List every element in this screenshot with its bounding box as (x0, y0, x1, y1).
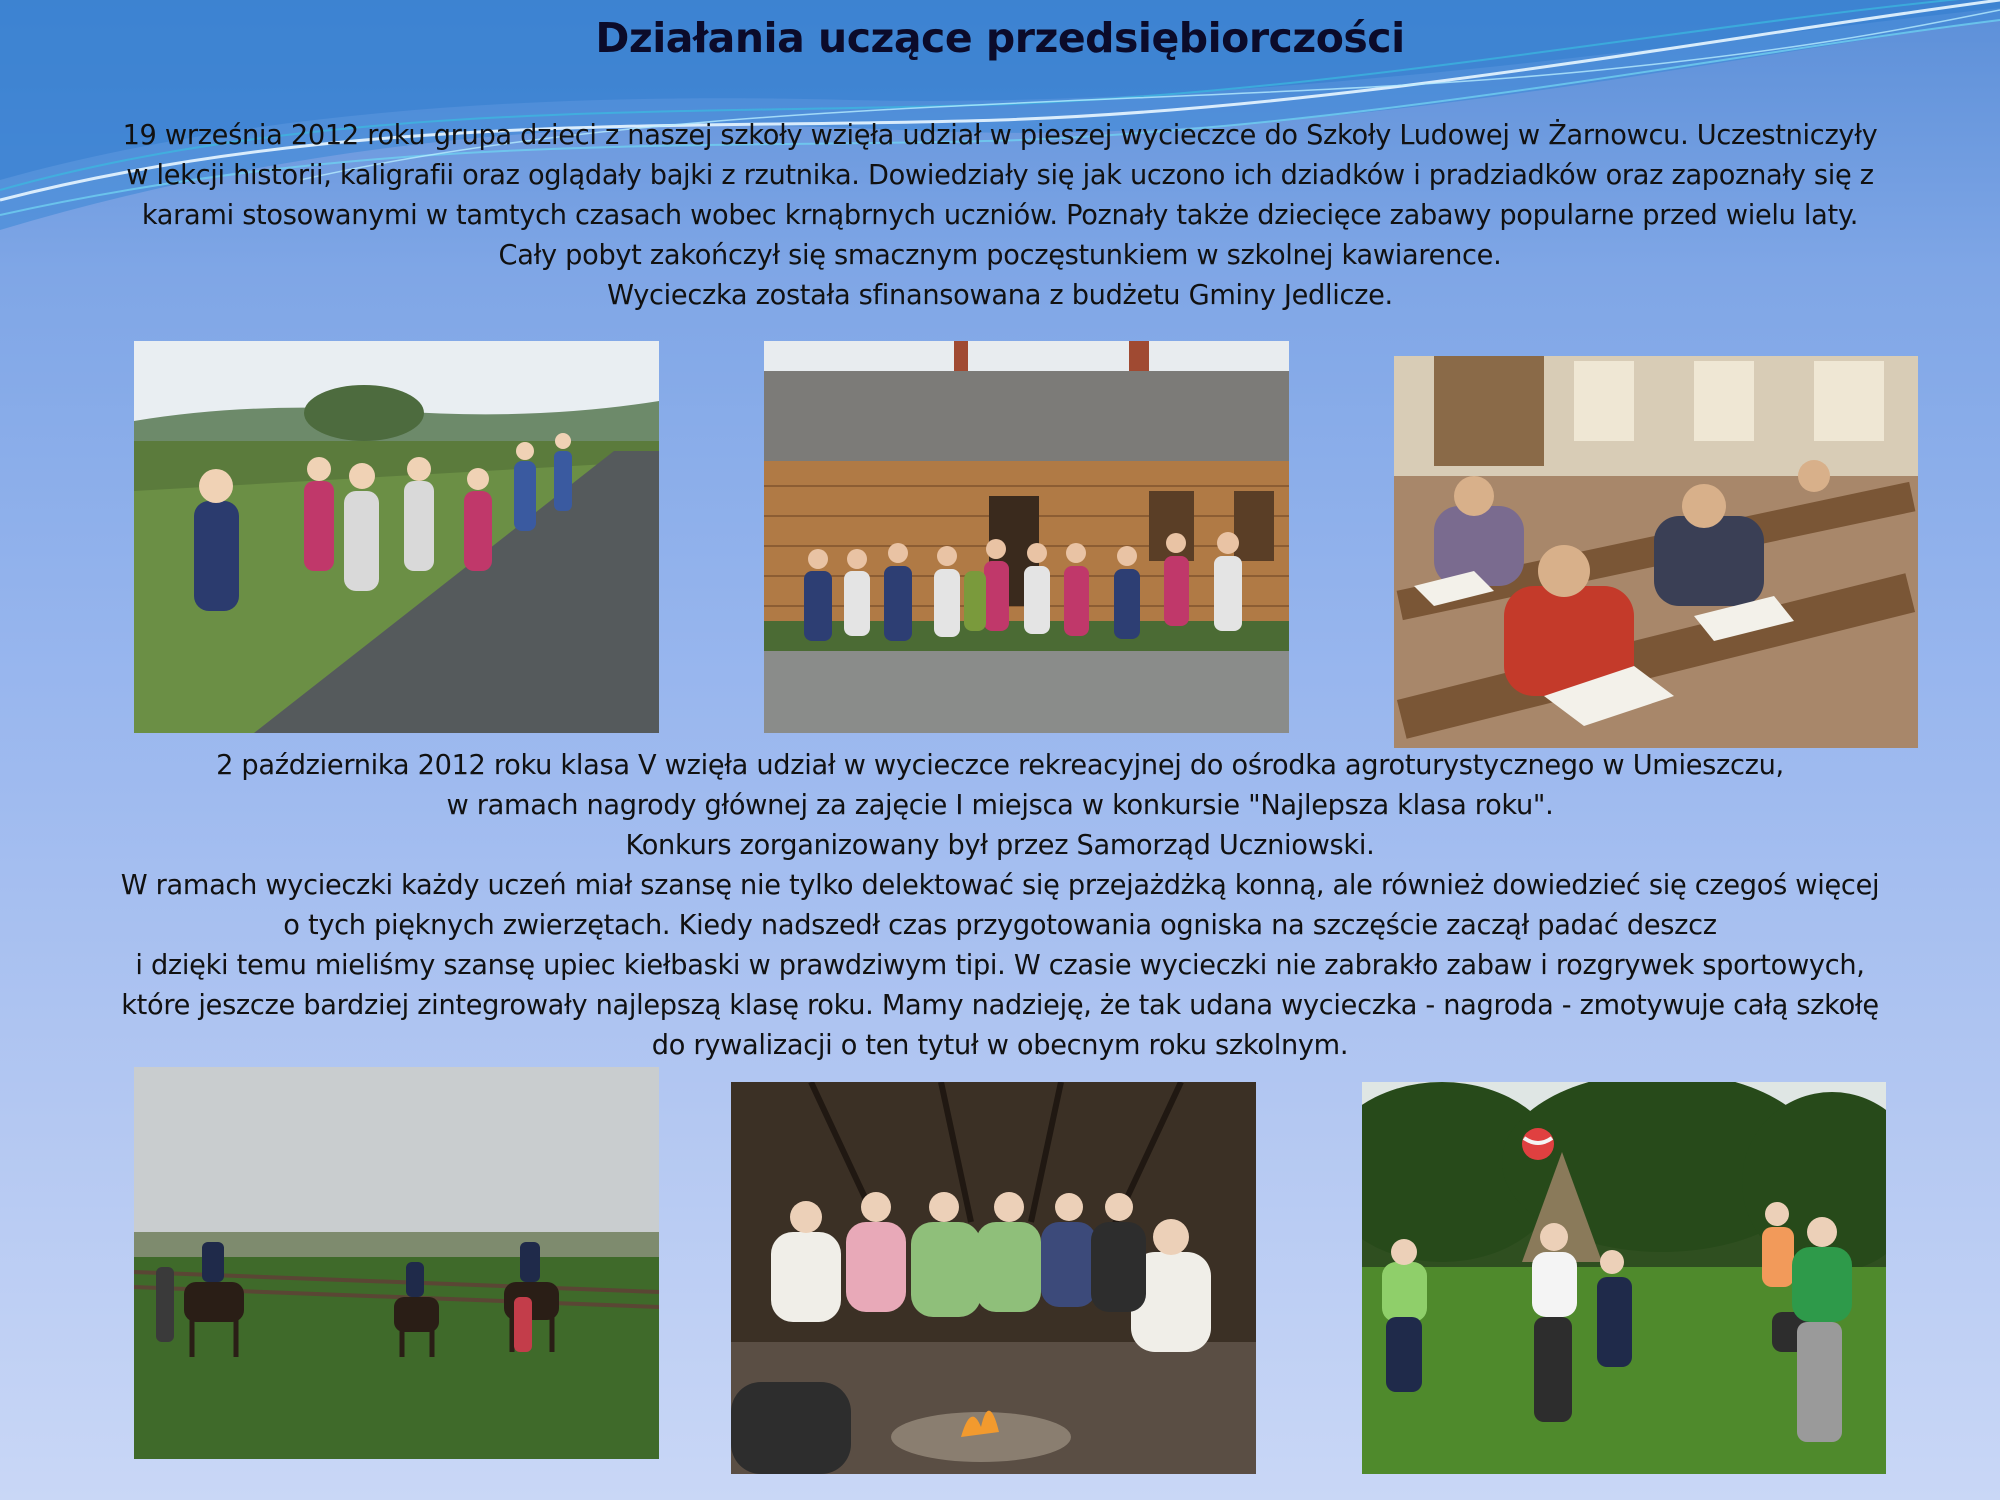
photo-volleyball-game (1362, 1082, 1886, 1474)
paragraph-line: do rywalizacji o ten tytuł w obecnym roku szkolnym. (651, 1030, 1349, 1061)
paragraph-second-trip (70, 746, 1930, 1066)
photo-horse-riding (134, 1067, 659, 1459)
paragraph-line: karami stosowanymi w tamtych czasach wobec krnąbrnych uczniów. Poznały także dziecięce zabawy popularne przed wielu laty. (141, 200, 1859, 231)
paragraph-first-trip (70, 116, 1930, 316)
paragraph-line: w ramach nagrody głównej za zajęcie I miejsca w konkursie "Najlepsza klasa roku". (446, 790, 1554, 821)
paragraph-line: o tych pięknych zwierzętach. Kiedy nadszedł czas przygotowania ogniska na szczęście zaczął padać deszcz (283, 910, 1717, 941)
paragraph-line: Cały pobyt zakończył się smacznym poczęstunkiem w szkolnej kawiarence. (498, 240, 1502, 271)
paragraph-line: Konkurs zorganizowany był przez Samorząd Uczniowski. (625, 830, 1375, 861)
photo-hike-road (134, 341, 659, 733)
paragraph-line: Wycieczka została sfinansowana z budżetu Gminy Jedlicze. (607, 280, 1393, 311)
page-title: Działania uczące przedsiębiorczości (595, 14, 1405, 62)
photo-wooden-school (764, 341, 1289, 733)
paragraph-line: które jeszcze bardziej zintegrowały najlepszą klasę roku. Mamy nadzieję, że tak udana wycieczka - nagroda - zmotywuje całą szkołę (121, 990, 1879, 1021)
photo-classroom-writing (1394, 356, 1918, 748)
paragraph-line: 19 września 2012 roku grupa dzieci z naszej szkoły wzięła udział w pieszej wycieczce do Szkoły Ludowej w Żarnowcu. Uczestniczyły (122, 120, 1878, 151)
paragraph-line: i dzięki temu mieliśmy szansę upiec kiełbaski w prawdziwym tipi. W czasie wycieczki nie zabrakło zabaw i rozgrywek sportowych, (135, 950, 1865, 981)
paragraph-line: W ramach wycieczki każdy uczeń miał szansę nie tylko delektować się przejażdżką konną, ale również dowiedzieć się czegoś więcej (120, 870, 1880, 901)
paragraph-line: w lekcji historii, kaligrafii oraz oglądały bajki z rzutnika. Dowiedziały się jak uczono ich dziadków i pradziadków oraz zapoznały się z (126, 160, 1874, 191)
photo-tipi-campfire (731, 1082, 1256, 1474)
paragraph-line: 2 października 2012 roku klasa V wzięła udział w wycieczce rekreacyjnej do ośrodka agroturystycznego w Umieszczu, (216, 750, 1784, 781)
